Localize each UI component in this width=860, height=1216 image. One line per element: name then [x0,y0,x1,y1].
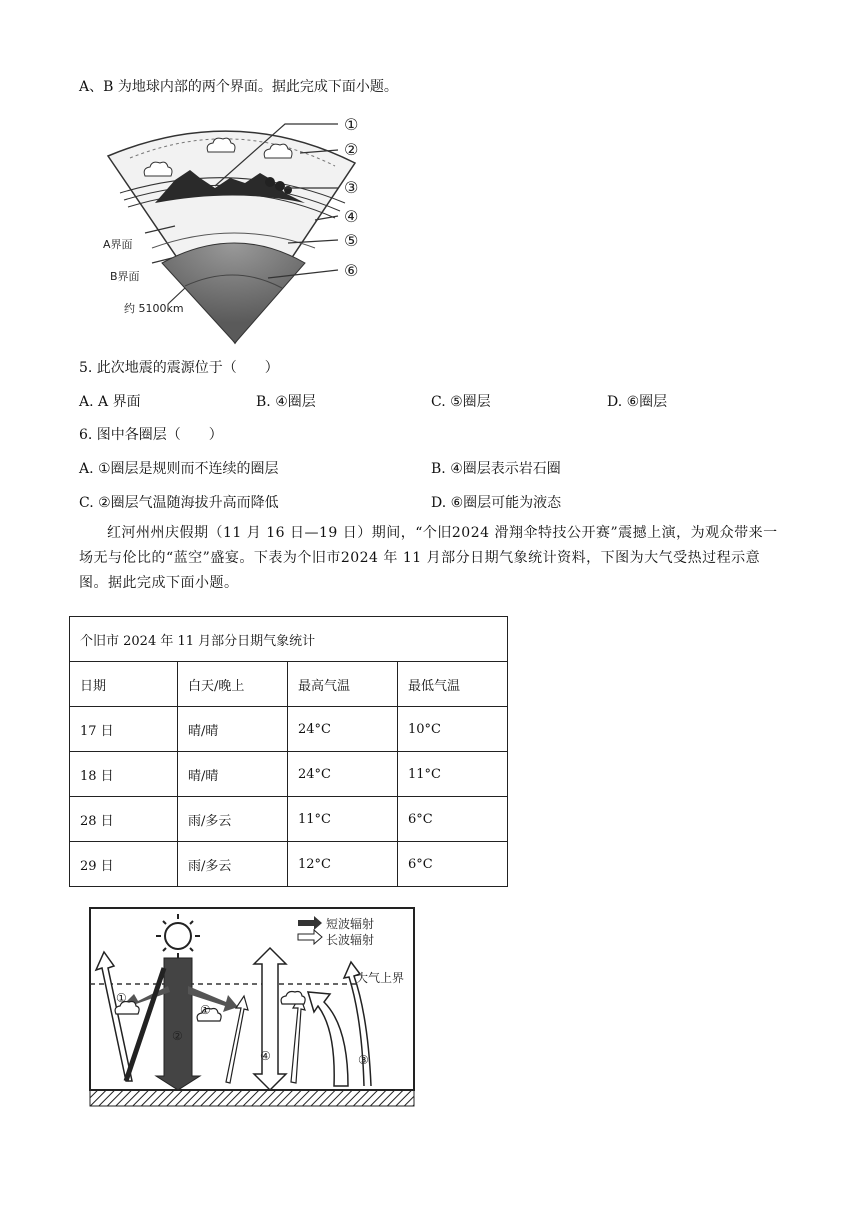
atmosphere-heating-figure [86,906,418,1110]
fig2-label-1b: ① [200,1003,211,1017]
table-row [70,842,508,887]
table-cell: 6°C [398,842,508,887]
table-title: 个旧市 2024 年 11 月部分日期气象统计 [70,617,508,662]
q6-option-b: B. ④圈层表示岩石圈 [431,461,561,477]
weather-table [69,616,508,887]
q6-option-d: D. ⑥圈层可能为液态 [431,495,562,511]
table-cell: 6°C [398,797,508,842]
q6-option-a: A. ①圈层是规则而不连续的圈层 [79,461,279,477]
upper-boundary-label: 大气上界 [356,971,405,985]
table-row [70,707,508,752]
layer-label-1: ① [344,115,359,134]
fig2-label-1a: ① [116,991,127,1005]
table-cell: 晴/晴 [178,752,288,797]
table-cell: 24°C [288,752,398,797]
question-5-stem: 5. 此次地震的震源位于（ ） [79,360,279,376]
table-cell: 12°C [288,842,398,887]
header-cell: 最低气温 [398,662,508,707]
earth-layers-figure [100,108,380,353]
table-cell: 雨/多云 [178,842,288,887]
table-cell: 晴/晴 [178,707,288,752]
table-cell: 18 日 [70,752,178,797]
intro-text-1: A、B 为地球内部的两个界面。据此完成下面小题。 [79,79,398,95]
layer-label-3: ③ [344,178,359,197]
table-cell: 29 日 [70,842,178,887]
table-cell: 10°C [398,707,508,752]
fig2-label-4: ④ [260,1049,271,1063]
table-header-row [70,662,508,707]
q5-option-a: A. A 界面 [79,394,141,410]
depth-label: 约 5100km [124,302,184,315]
q5-option-d: D. ⑥圈层 [607,394,668,410]
question-6-stem: 6. 图中各圈层（ ） [79,427,223,443]
table-cell: 雨/多云 [178,797,288,842]
legend-short-wave-label: 短波辐射 [326,917,375,931]
layer-label-5: ⑤ [344,231,359,250]
table-row [70,752,508,797]
layer-label-4: ④ [344,207,359,226]
intro-text-2: 红河州州庆假期（11 月 16 日—19 日）期间，“个旧2024 滑翔伞特技公开赛”震撼上演，为观众带来一场无与伦比的“蓝空”盛宴。下表为个旧市2024 年 11 月部分日期气象统计资料，下图为大气受热过程示意图。据此完成下面小题。 [79,525,778,591]
a-interface-label: A界面 [103,238,133,251]
layer-label-2: ② [344,140,359,159]
b-interface-label: B界面 [110,270,140,283]
table-cell: 11°C [398,752,508,797]
layer-label-6: ⑥ [344,261,359,280]
q5-option-b: B. ④圈层 [256,394,316,410]
table-cell: 11°C [288,797,398,842]
q6-option-c: C. ②圈层气温随海拔升高而降低 [79,495,279,511]
table-row [70,797,508,842]
fig2-label-3: ③ [358,1053,369,1067]
table-cell: 17 日 [70,707,178,752]
header-cell: 最高气温 [288,662,398,707]
table-cell: 28 日 [70,797,178,842]
header-cell: 日期 [70,662,178,707]
fig2-label-2: ② [172,1029,183,1043]
header-cell: 白天/晚上 [178,662,288,707]
legend-long-wave-label: 长波辐射 [326,933,375,947]
table-cell: 24°C [288,707,398,752]
q5-option-c: C. ⑤圈层 [431,394,491,410]
